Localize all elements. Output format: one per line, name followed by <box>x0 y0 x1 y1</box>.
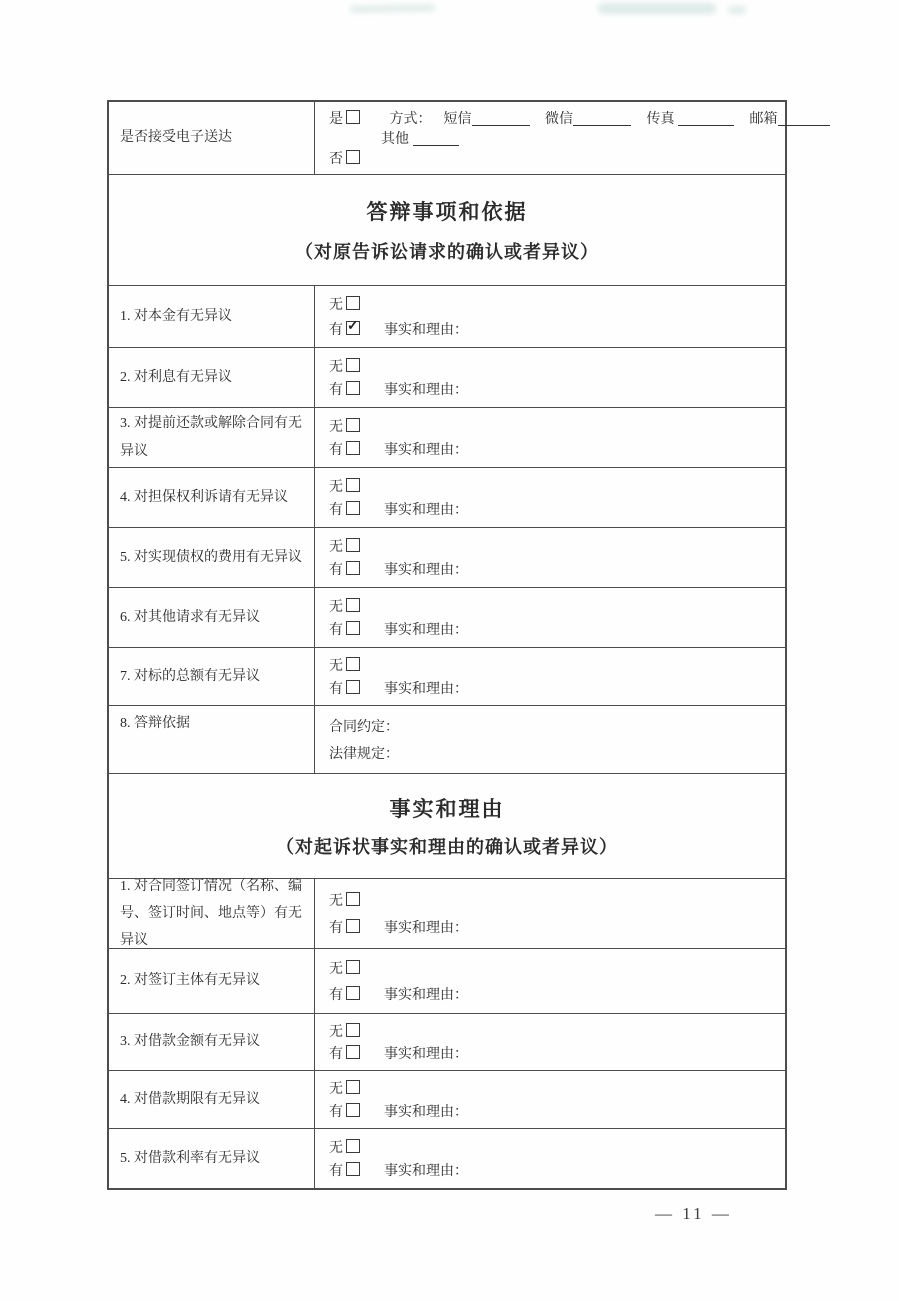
have-checkbox[interactable] <box>346 561 360 575</box>
none-checkbox[interactable] <box>346 296 360 310</box>
electronic-service-yes-line <box>329 108 830 128</box>
none-label: 无 <box>329 962 343 978</box>
none-label: 无 <box>329 659 343 674</box>
have-label: 有 <box>329 503 343 519</box>
section1-header-row <box>109 174 785 285</box>
section2-header <box>109 774 785 878</box>
method-label: 方式： <box>389 112 432 127</box>
none-label: 无 <box>329 539 343 555</box>
have-checkbox[interactable] <box>346 621 360 635</box>
legal-provisions-label: 法律规定： <box>329 746 399 762</box>
have-label: 有 <box>329 623 343 639</box>
form-row <box>109 527 785 587</box>
none-checkbox[interactable] <box>346 478 360 492</box>
other-label: 其他 <box>381 132 409 147</box>
have-label: 有 <box>329 987 343 1003</box>
have-checkbox[interactable] <box>346 441 360 455</box>
none-label: 无 <box>329 1140 343 1156</box>
none-label: 无 <box>329 894 343 909</box>
have-checkbox[interactable] <box>346 1103 360 1117</box>
answer-cell <box>315 468 785 527</box>
answer-cell <box>315 1071 785 1128</box>
form-row <box>109 878 785 948</box>
accept-yes-checkbox[interactable] <box>346 110 360 124</box>
none-checkbox[interactable] <box>346 598 360 612</box>
answer-cell <box>315 648 785 705</box>
answer-cell <box>315 1129 785 1188</box>
email-blank[interactable] <box>778 124 830 126</box>
accept-no-checkbox[interactable] <box>346 150 360 164</box>
question-label: 1. 对合同签订情况（名称、编号、签订时间、地点等）有无异议 <box>109 879 315 948</box>
none-checkbox[interactable] <box>346 358 360 372</box>
form-row <box>109 407 785 467</box>
fax-blank[interactable] <box>678 124 734 126</box>
have-checkbox[interactable] <box>346 321 360 335</box>
basis-answer-cell <box>315 706 785 773</box>
answer-cell <box>315 1014 785 1070</box>
question-label: 8. 答辩依据 <box>109 706 315 773</box>
facts-label: 事实和理由： <box>384 443 468 459</box>
question-label: 2. 对利息有无异议 <box>109 348 315 407</box>
none-checkbox[interactable] <box>346 418 360 432</box>
facts-label: 事实和理由： <box>384 1047 468 1063</box>
none-label: 无 <box>329 479 343 495</box>
have-checkbox[interactable] <box>346 919 360 933</box>
none-label: 无 <box>329 1024 343 1040</box>
facts-label: 事实和理由： <box>384 987 468 1003</box>
answer-cell <box>315 949 785 1013</box>
none-checkbox[interactable] <box>346 1139 360 1153</box>
none-checkbox[interactable] <box>346 1080 360 1094</box>
contract-terms-label: 合同约定： <box>329 720 399 736</box>
answer-cell <box>315 348 785 407</box>
question-label: 2. 对签订主体有无异议 <box>109 949 315 1013</box>
question-label: 3. 对提前还款或解除合同有无异议 <box>109 408 315 467</box>
section1-title: 答辩事项和依据 <box>366 201 528 225</box>
method-sms-label: 短信 <box>443 112 472 127</box>
basis-row <box>109 705 785 773</box>
none-label: 无 <box>329 599 343 615</box>
form-row <box>109 1013 785 1070</box>
none-label: 无 <box>329 419 343 435</box>
section2-subtitle: （对起诉状事实和理由的确认或者异议） <box>276 836 618 857</box>
question-label: 7. 对标的总额有无异议 <box>109 648 315 705</box>
none-checkbox[interactable] <box>346 892 360 906</box>
method-fax-label: 传真 <box>646 112 675 127</box>
question-label: 1. 对本金有无异议 <box>109 286 315 347</box>
none-checkbox[interactable] <box>346 657 360 671</box>
bleedthrough-mark <box>598 3 716 14</box>
facts-label: 事实和理由： <box>384 921 468 936</box>
other-blank[interactable] <box>413 144 459 146</box>
facts-label: 事实和理由： <box>384 563 468 579</box>
electronic-service-answer-cell <box>315 102 838 174</box>
question-label: 4. 对借款期限有无异议 <box>109 1071 315 1128</box>
question-label: 5. 对实现债权的费用有无异议 <box>109 528 315 587</box>
section2-title: 事实和理由 <box>389 798 505 822</box>
answer-cell <box>315 879 785 948</box>
facts-label: 事实和理由： <box>384 383 468 399</box>
form-row <box>109 467 785 527</box>
none-checkbox[interactable] <box>346 1023 360 1037</box>
form-row <box>109 1128 785 1188</box>
have-label: 有 <box>329 921 343 936</box>
no-option-label: 否 <box>329 152 343 167</box>
have-label: 有 <box>329 322 343 338</box>
have-checkbox[interactable] <box>346 1162 360 1176</box>
facts-label: 事实和理由： <box>384 322 468 338</box>
page-number: — 11 — <box>655 1204 732 1223</box>
form-row <box>109 347 785 407</box>
wechat-blank[interactable] <box>573 124 631 126</box>
have-checkbox[interactable] <box>346 986 360 1000</box>
question-label: 5. 对借款利率有无异议 <box>109 1129 315 1188</box>
none-checkbox[interactable] <box>346 538 360 552</box>
form-row <box>109 948 785 1013</box>
electronic-service-row <box>109 102 785 174</box>
bleedthrough-mark <box>728 6 746 14</box>
defense-statement-form-table <box>107 100 787 1190</box>
form-row <box>109 285 785 347</box>
facts-label: 事实和理由： <box>384 1105 468 1120</box>
answer-cell <box>315 588 785 647</box>
answer-cell <box>315 286 785 347</box>
have-label: 有 <box>329 1164 343 1180</box>
facts-label: 事实和理由： <box>384 1164 468 1180</box>
question-label: 6. 对其他请求有无异议 <box>109 588 315 647</box>
none-label: 无 <box>329 1082 343 1097</box>
have-label: 有 <box>329 1047 343 1063</box>
electronic-service-other-line <box>329 128 830 148</box>
bleedthrough-mark <box>350 4 435 12</box>
section2-header-row <box>109 773 785 878</box>
have-checkbox[interactable] <box>346 1045 360 1059</box>
form-row <box>109 647 785 705</box>
method-email-label: 邮箱 <box>749 112 778 127</box>
have-label: 有 <box>329 1105 343 1120</box>
facts-label: 事实和理由： <box>384 623 468 639</box>
question-label: 4. 对担保权利诉请有无异议 <box>109 468 315 527</box>
method-wechat-label: 微信 <box>545 112 573 127</box>
have-checkbox[interactable] <box>346 501 360 515</box>
sms-blank[interactable] <box>472 124 530 126</box>
answer-cell <box>315 528 785 587</box>
none-label: 无 <box>329 359 343 375</box>
facts-label: 事实和理由： <box>384 682 468 697</box>
have-checkbox[interactable] <box>346 381 360 395</box>
yes-option-label: 是 <box>329 112 343 127</box>
have-checkbox[interactable] <box>346 680 360 694</box>
section1-header <box>109 175 785 285</box>
question-label: 3. 对借款金额有无异议 <box>109 1014 315 1070</box>
form-row <box>109 587 785 647</box>
have-label: 有 <box>329 383 343 399</box>
answer-cell <box>315 408 785 467</box>
none-checkbox[interactable] <box>346 960 360 974</box>
electronic-service-no-line <box>329 148 830 168</box>
electronic-service-label: 是否接受电子送达 <box>109 102 315 174</box>
form-row <box>109 1070 785 1128</box>
have-label: 有 <box>329 443 343 459</box>
facts-label: 事实和理由： <box>384 503 468 519</box>
have-label: 有 <box>329 563 343 579</box>
section1-subtitle: （对原告诉讼请求的确认或者异议） <box>295 241 599 262</box>
have-label: 有 <box>329 682 343 697</box>
none-label: 无 <box>329 298 343 314</box>
